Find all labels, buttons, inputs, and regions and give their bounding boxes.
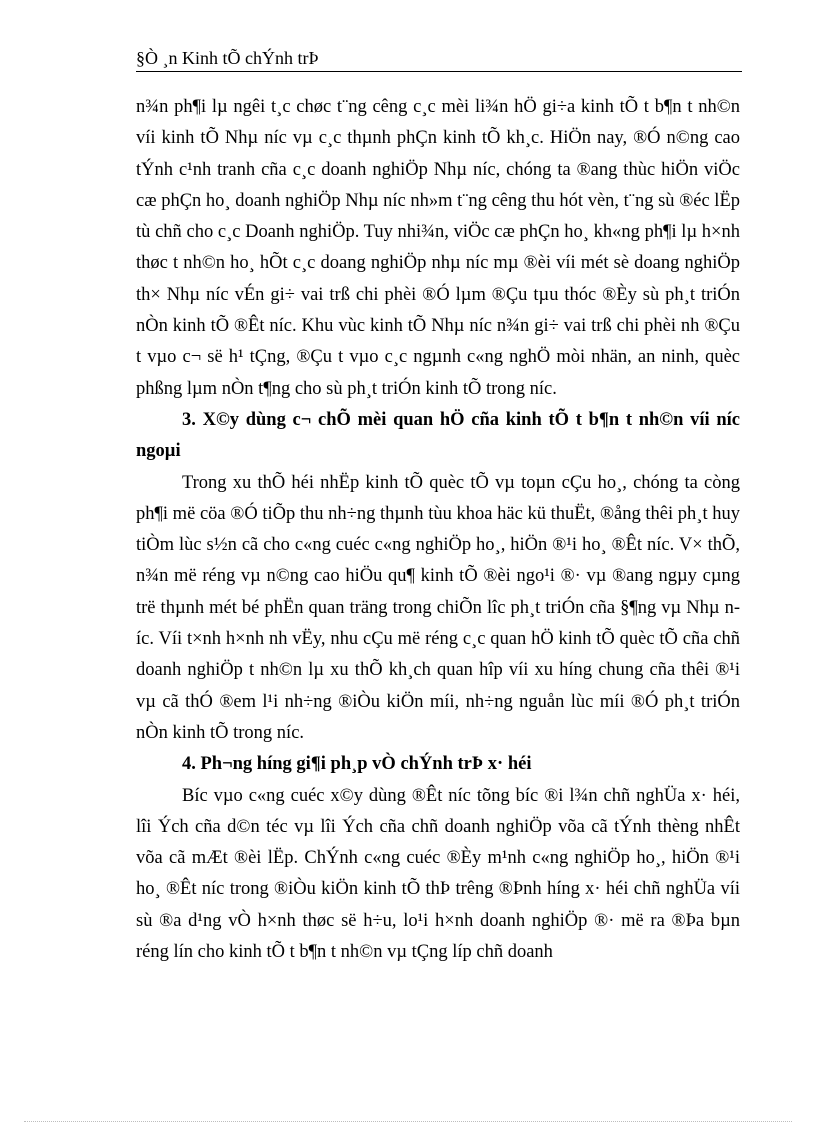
body-paragraph: n¾n ph¶i lµ ngêi t¸c chøc t¨ng cêng c¸c mèi li¾n hÖ gi÷a kinh tÕ t b¶n t nh©n víi kinh tÕ Nhµ níc vµ c¸c thµnh phÇn kinh tÕ kh¸c. HiÖn nay, ®Ó n©ng cao tÝnh c¹nh tranh cña c¸c doanh nghiÖp Nhµ níc, chóng ta ®ang thùc hiÖn viÖc cæ phÇn ho¸ doanh nghiÖp Nhµ níc nh»m t¨ng cêng thu hót vèn, t¨ng sù ®éc lËp tù chñ cho c¸c Doanh nghiÖp. Tuy nhi¾n, viÖc cæ phÇn ho¸ kh«ng ph¶i lµ h×nh thøc t nh©n ho¸ hÕt c¸c doang nghiÖp nhµ níc mµ ®èi víi mét sè doang nghiÖp th× Nhµ níc vÉn gi÷ vai trß chi phèi ®Ó lµm ®Çu tµu thóc ®Èy sù ph¸t triÓn nÒn kinh tÕ ®Êt níc. Khu vùc kinh tÕ Nhµ níc n¾n gi÷ vai trß chi phèi nh ®Çu t vµo c¬ së h¹ tÇng, ®Çu t vµo c¸c ngµnh c«ng nghÖ mòi nhän, an ninh, quèc phßng lµm nÒn t¶ng cho sù ph¸t triÓn kinh tÕ trong níc. (136, 97, 740, 399)
header-rule (136, 71, 742, 72)
body-paragraph: Trong xu thÕ héi nhËp kinh tÕ quèc tÕ vµ toµn cÇu ho¸, chóng ta còng ph¶i më cöa ®Ó tiÕp thu nh÷ng thµnh tùu khoa häc kü thuËt, ®ång thêi ph¸t huy tiÒm lùc s½n cã cho c«ng cuéc c«ng nghiÖp ho¸, hiÖn ®¹i ho¸ ®Êt níc. V× thÕ, n¾n më réng vµ n©ng cao hiÖu qu¶ kinh tÕ ®èi ngo¹i ®· vµ ®ang ngµy cµng trë thµnh mét bé phËn quan träng trong chiÕn lîc ph¸t triÓn cña §¶ng vµ Nhµ níc. Víi t×nh h×nh nh vËy, nhu cÇu më réng c¸c quan hÖ kinh tÕ quèc tÕ cña chñ doanh nghiÖp t nh©n lµ xu thÕ kh¸ch quan hîp víi xu híng chung cña thêi ®¹i vµ cã thÓ ®em l¹i nh÷ng ®iÒu kiÖn míi, nh÷ng nguån lùc míi ®Ó ph¸t triÓn nÒn kinh tÕ trong níc. (136, 472, 740, 743)
page-header: §Ò ¸n Kinh tÕ chÝnh trÞ (136, 48, 319, 68)
body-paragraph: Bíc vµo c«ng cuéc x©y dùng ®Êt níc tõng bíc ®i l¾n chñ nghÜa x· héi, lîi Ých cña d©n téc vµ lîi Ých cña chñ doanh nghiÖp võa cã tÝnh thèng nhÊt võa cã mÆt ®èi lËp. ChÝnh c«ng cuéc ®Èy m¹nh c«ng nghiÖp ho¸, hiÖn ®¹i ho¸ ®Êt níc trong ®iÒu kiÖn kinh tÕ thÞ trêng ®Þnh híng x· héi chñ nghÜa víi sù ®a d¹ng vÒ h×nh thøc së h÷u, lo¹i h×nh doanh nghiÖp ®· më ra ®Þa bµn réng lín cho kinh tÕ t b¶n t nh©n vµ tÇng líp chñ doanh (136, 785, 740, 963)
page-bottom-border (24, 1121, 792, 1122)
section-heading: 3. X©y dùng c¬ chÕ mèi quan hÖ cña kinh tÕ t b¶n t nh©n víi níc ngoµi (136, 409, 740, 462)
document-body (136, 92, 740, 968)
section-heading: 4. Ph¬ng híng gi¶i ph¸p vÒ chÝnh trÞ x· héi (182, 754, 532, 775)
